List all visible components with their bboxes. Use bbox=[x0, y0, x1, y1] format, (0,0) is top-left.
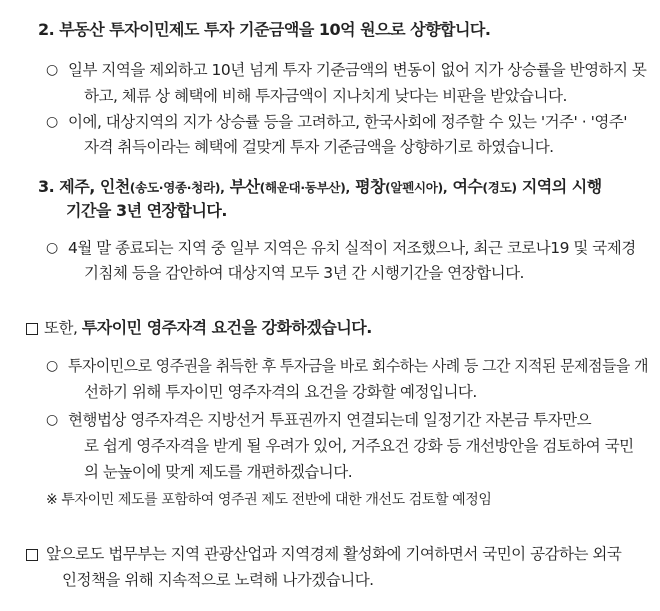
closing-line-1: 앞으로도 법무부는 지역 관광산업과 지역경제 활성화에 기여하면서 국민이 공감하는 외국 bbox=[46, 545, 622, 563]
section-2-heading-emphasis: 상향합니다. bbox=[410, 20, 491, 39]
section-2-bullet-2-line-2: 자격 취득이라는 혜택에 걸맞게 투자 기준금액을 상향하기로 하였습니다. bbox=[84, 138, 554, 156]
section-3-bullet-line-1: 4월 말 종료되는 지역 중 일부 지역은 유치 실적이 저조했으나, 최근 코로나19 및 국제경 bbox=[68, 239, 636, 257]
section-2-heading bbox=[38, 20, 490, 40]
section-2-bullet-1-line-1: 일부 지역을 제외하고 10년 넘게 투자 기준금액의 변동이 없어 지가 상승률을 반영하지 못 bbox=[68, 61, 647, 79]
section-3-bullet-line-2: 기침체 등을 감안하여 대상지역 모두 3년 간 시행기간을 연장합니다. bbox=[84, 264, 524, 282]
section-also-bullet-2-line-2: 로 쉽게 영주자격을 받게 될 우려가 있어, 거주요건 강화 등 개선방안을 검토하여 국민 bbox=[84, 437, 634, 455]
bullet-marker: ○ bbox=[46, 412, 59, 428]
region-yeosu: 여수 bbox=[452, 177, 483, 196]
bullet-marker: ○ bbox=[46, 358, 59, 374]
region-incheon-detail: (송도·영종·청라), bbox=[129, 180, 225, 195]
section-3-heading-line-2: 기간을 3년 연장합니다. bbox=[66, 201, 227, 220]
checkbox-square-icon bbox=[26, 323, 38, 335]
note-text: ※ 투자이민 제도를 포함하여 영주권 제도 전반에 대한 개선도 검토할 예정임 bbox=[46, 492, 492, 508]
section-also-bullet-1-line-1: 투자이민으로 영주권을 취득한 후 투자금을 바로 회수하는 사례 등 그간 지적된 문제점들을 개 bbox=[68, 357, 649, 375]
section-also-bullet-1-line-2: 선하기 위해 투자이민 영주자격의 요건을 강화할 예정입니다. bbox=[84, 383, 477, 401]
bullet-marker: ○ bbox=[46, 114, 59, 130]
region-yeosu-detail: (경도) bbox=[482, 180, 517, 195]
section-also-heading-text: 투자이민 영주자격 요건을 강화하겠습니다. bbox=[81, 318, 372, 337]
region-busan: 부산 bbox=[229, 177, 260, 196]
region-pyeongchang-detail: (알펜시아), bbox=[385, 180, 448, 195]
region-pyeongchang: 평창 bbox=[355, 177, 385, 196]
section-also-bullet-2-line-1: 현행법상 영주자격은 지방선거 투표권까지 연결되는데 일정기간 자본금 투자만으 bbox=[68, 411, 592, 429]
bullet-marker: ○ bbox=[46, 62, 59, 78]
section-2-bullet-1-line-2: 하고, 체류 상 혜택에 비해 투자금액이 지나치게 낮다는 비판을 받았습니다. bbox=[84, 87, 567, 105]
region-jeju: 제주, bbox=[59, 177, 95, 196]
section-3-number: 3. bbox=[38, 177, 55, 196]
region-incheon: 인천 bbox=[99, 177, 130, 196]
section-also-heading bbox=[44, 318, 372, 338]
section-3-heading bbox=[38, 177, 602, 198]
region-busan-detail: (해운대·동부산), bbox=[259, 180, 350, 195]
closing-line-2: 인정책을 위해 지속적으로 노력해 나가겠습니다. bbox=[62, 571, 374, 589]
section-2-bullet-2-line-1: 이에, 대상지역의 지가 상승률 등을 고려하고, 한국사회에 정주할 수 있는 '거주' · '영주' bbox=[68, 113, 628, 131]
section-2-heading-text: 2. 부동산 투자이민제도 투자 기준금액을 10억 원으로 bbox=[38, 20, 411, 39]
section-also-prefix: 또한, bbox=[44, 319, 82, 337]
bullet-marker: ○ bbox=[46, 240, 59, 256]
checkbox-square-icon bbox=[26, 549, 38, 561]
section-3-heading-tail: 지역의 시행 bbox=[521, 177, 602, 196]
section-also-bullet-2-line-3: 의 눈높이에 맞게 제도를 개편하겠습니다. bbox=[84, 463, 353, 481]
